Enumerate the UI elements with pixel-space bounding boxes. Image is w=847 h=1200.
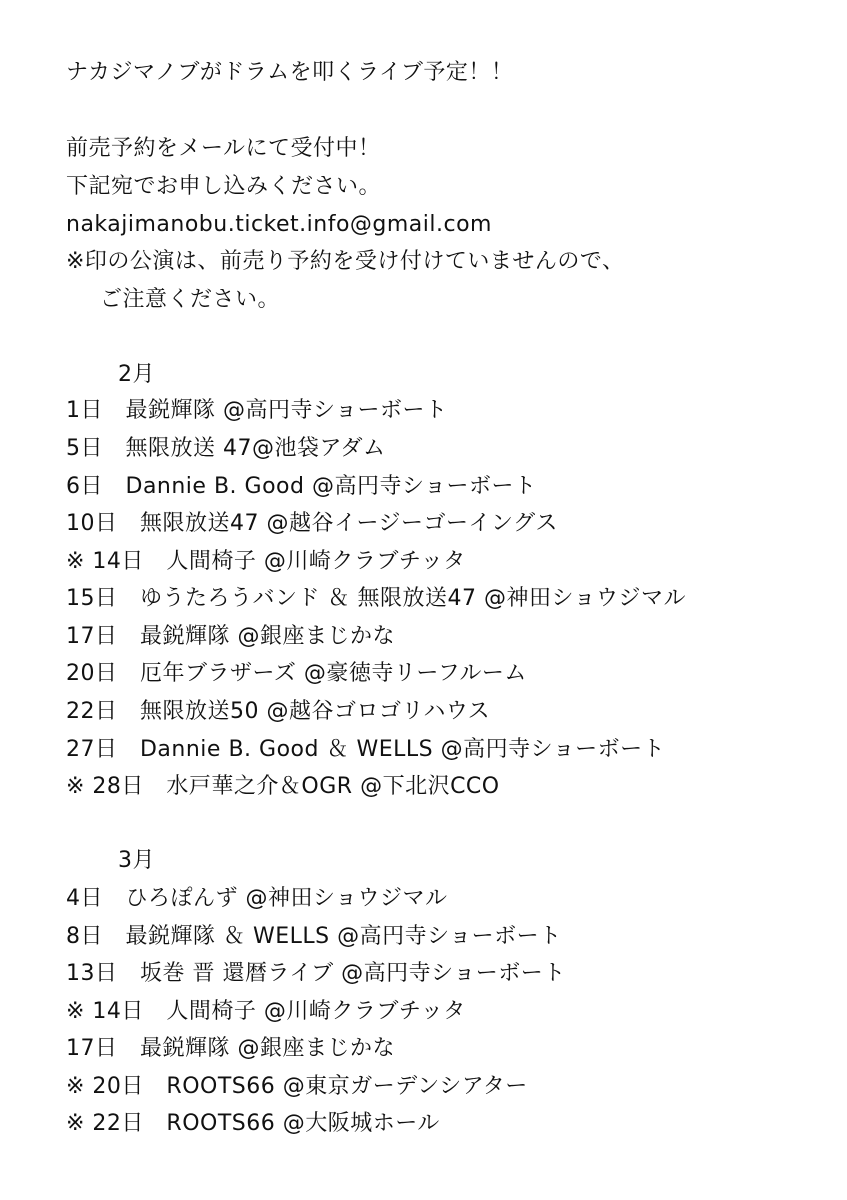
event-item: ※ 14日 人間椅子 @川崎クラブチッタ [66, 549, 466, 574]
event-item: 27日 Dannie B. Good ＆ WELLS @高円寺ショーボート [66, 737, 666, 762]
notice-continuation: ご注意ください。 [100, 287, 281, 312]
event-item: 22日 無限放送50 @越谷ゴロゴリハウス [66, 699, 491, 724]
event-item: ※ 28日 水戸華之介＆OGR @下北沢CCO [66, 774, 500, 799]
month-heading: 3月 [118, 848, 155, 873]
event-item: 6日 Dannie B. Good @高円寺ショーボート [66, 474, 537, 499]
intro-text: 前売予約をメールにて受付中！ [66, 136, 381, 161]
event-item: 17日 最鋭輝隊 @銀座まじかな [66, 1036, 395, 1061]
event-item: 1日 最鋭輝隊 @高円寺ショーボート [66, 398, 448, 423]
month-heading: 2月 [118, 362, 155, 387]
event-item: 8日 最鋭輝隊 ＆ WELLS @高円寺ショーボート [66, 924, 562, 949]
event-item: 10日 無限放送47 @越谷イージーゴーイングス [66, 511, 558, 536]
intro-text: 下記宛でお申し込みください。 [66, 174, 382, 199]
event-item: 20日 厄年ブラザーズ @豪徳寺リーフルーム [66, 661, 527, 686]
event-item: 15日 ゆうたろうバンド ＆ 無限放送47 @神田ショウジマル [66, 586, 687, 611]
event-item: 4日 ひろぽんず @神田ショウジマル [66, 886, 448, 911]
event-item: 5日 無限放送 47@池袋アダム [66, 436, 386, 461]
event-item: 13日 坂巻 晋 還暦ライブ @高円寺ショーボート [66, 961, 566, 986]
event-item: ※ 22日 ROOTS66 @大阪城ホール [66, 1111, 440, 1136]
event-item: ※ 14日 人間椅子 @川崎クラブチッタ [66, 999, 466, 1024]
event-item: ※ 20日 ROOTS66 @東京ガーデンシアター [66, 1074, 528, 1099]
event-item: 17日 最鋭輝隊 @銀座まじかな [66, 624, 395, 649]
notice-text: ※印の公演は、前売り予約を受け付けていませんので、 [66, 249, 625, 274]
page-title: ナカジマノブがドラムを叩くライブ予定！！ [66, 60, 514, 85]
contact-email: nakajimanobu.ticket.info@gmail.com [66, 212, 492, 237]
